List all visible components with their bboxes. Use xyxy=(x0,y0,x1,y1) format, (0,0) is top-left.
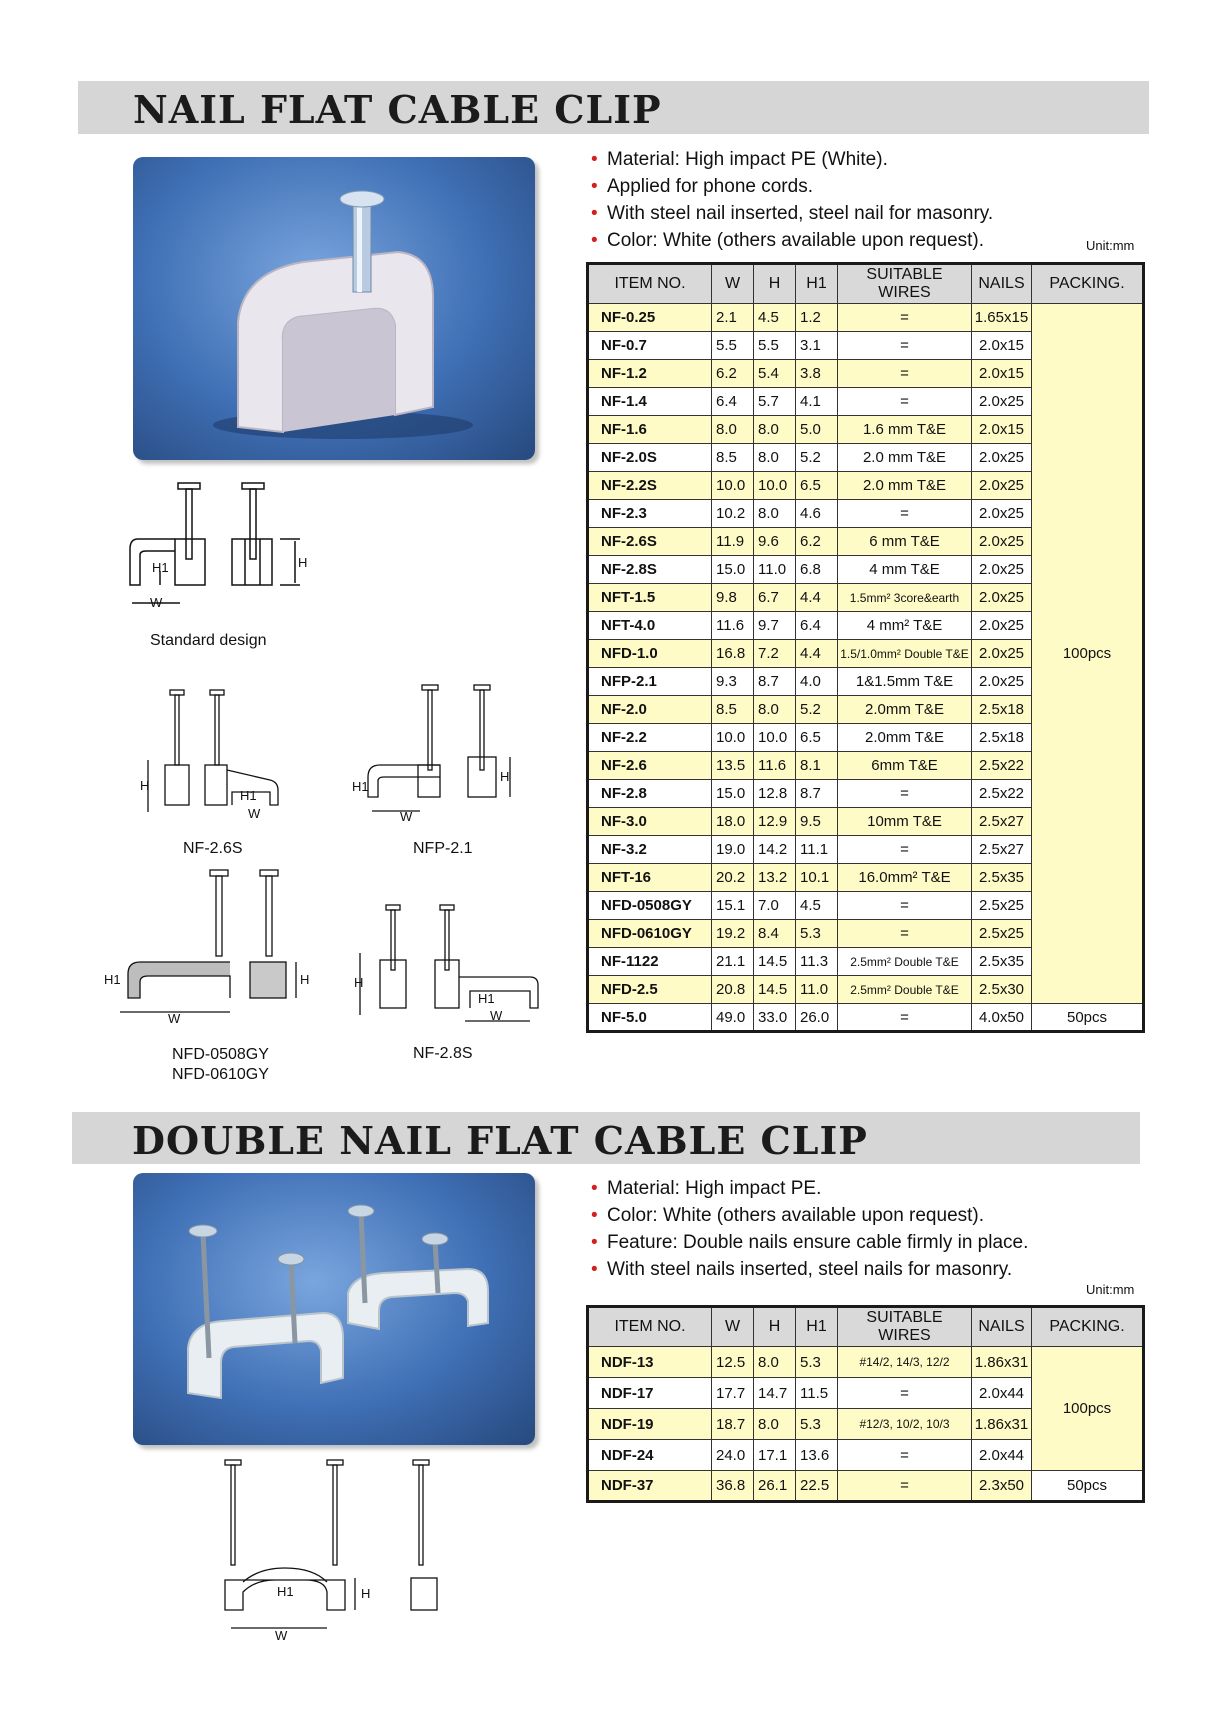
cell-h1: 5.3 xyxy=(796,1409,838,1440)
cell-suitable-wires: 10mm T&E xyxy=(838,808,972,836)
cell-h: 12.8 xyxy=(754,780,796,808)
standard-design-diagram xyxy=(120,475,340,615)
feature-item: • Material: High impact PE (White). xyxy=(591,146,993,173)
cell-item-no: NF-5.0 xyxy=(588,1004,712,1032)
caption-nfp21: NFP-2.1 xyxy=(413,840,473,857)
cell-suitable-wires: 4 mm T&E xyxy=(838,556,972,584)
cell-h: 5.7 xyxy=(754,388,796,416)
cell-h: 14.5 xyxy=(754,948,796,976)
cell-item-no: NDF-19 xyxy=(588,1409,712,1440)
caption-nfd xyxy=(172,1045,269,1085)
cell-h: 8.7 xyxy=(754,668,796,696)
cell-suitable-wires: 6mm T&E xyxy=(838,752,972,780)
cell-w: 8.5 xyxy=(712,696,754,724)
section1-features xyxy=(591,146,993,254)
cell-w: 11.9 xyxy=(712,528,754,556)
cell-h1: 6.2 xyxy=(796,528,838,556)
cell-w: 49.0 xyxy=(712,1004,754,1032)
cell-h1: 6.5 xyxy=(796,472,838,500)
cell-h1: 4.6 xyxy=(796,500,838,528)
cell-h: 7.0 xyxy=(754,892,796,920)
cell-h: 8.0 xyxy=(754,500,796,528)
col-h: H xyxy=(754,1307,796,1347)
cell-item-no: NF-2.2 xyxy=(588,724,712,752)
cell-h: 12.9 xyxy=(754,808,796,836)
cell-suitable-wires: = xyxy=(838,360,972,388)
cell-nails: 1.65x15 xyxy=(972,304,1032,332)
table-row xyxy=(588,304,1144,332)
cell-w: 12.5 xyxy=(712,1347,754,1378)
cell-item-no: NDF-17 xyxy=(588,1378,712,1409)
cell-suitable-wires: 1&1.5mm T&E xyxy=(838,668,972,696)
feature-item: • Applied for phone cords. xyxy=(591,173,993,200)
cell-h1: 22.5 xyxy=(796,1471,838,1502)
cell-suitable-wires: 2.0mm T&E xyxy=(838,724,972,752)
cell-h: 5.5 xyxy=(754,332,796,360)
cell-item-no: NF-2.0S xyxy=(588,444,712,472)
cell-nails: 2.0x25 xyxy=(972,528,1032,556)
nfp21-diagram xyxy=(350,685,520,825)
nail-clip-spec-table xyxy=(586,262,1145,1033)
cell-w: 10.0 xyxy=(712,724,754,752)
cell-nails: 2.5x30 xyxy=(972,976,1032,1004)
section1-title: NAIL FLAT CABLE CLIP xyxy=(133,87,662,132)
cell-suitable-wires: = xyxy=(838,780,972,808)
cell-h1: 4.0 xyxy=(796,668,838,696)
product-photo-double-nail-clip xyxy=(133,1173,535,1445)
cell-item-no: NDF-37 xyxy=(588,1471,712,1502)
cell-nails: 2.5x22 xyxy=(972,752,1032,780)
cell-suitable-wires: = xyxy=(838,1471,972,1502)
cell-w: 8.0 xyxy=(712,416,754,444)
cell-h1: 5.2 xyxy=(796,696,838,724)
cell-w: 24.0 xyxy=(712,1440,754,1471)
dim-w: W xyxy=(400,809,413,824)
cell-h1: 26.0 xyxy=(796,1004,838,1032)
col-suitable-wires: SUITABLE WIRES xyxy=(838,1307,972,1347)
cell-h1: 5.3 xyxy=(796,920,838,948)
cell-item-no: NFT-16 xyxy=(588,864,712,892)
cell-nails: 2.5x18 xyxy=(972,696,1032,724)
cell-suitable-wires: = xyxy=(838,1004,972,1032)
cell-nails: 1.86x31 xyxy=(972,1409,1032,1440)
cell-item-no: NF-1.4 xyxy=(588,388,712,416)
cell-item-no: NF-3.2 xyxy=(588,836,712,864)
cell-item-no: NF-0.7 xyxy=(588,332,712,360)
cell-nails: 2.0x25 xyxy=(972,500,1032,528)
cell-suitable-wires: 4 mm² T&E xyxy=(838,612,972,640)
table-header-row xyxy=(588,264,1144,304)
cell-suitable-wires: 2.5mm² Double T&E xyxy=(838,976,972,1004)
nf28s-diagram xyxy=(350,905,550,1035)
cell-item-no: NDF-24 xyxy=(588,1440,712,1471)
cell-h1: 4.4 xyxy=(796,584,838,612)
section1-banner xyxy=(78,81,1149,134)
nfd-diagram xyxy=(100,870,320,1030)
cell-item-no: NF-3.0 xyxy=(588,808,712,836)
cell-h: 9.7 xyxy=(754,612,796,640)
dim-h1: H1 xyxy=(352,779,369,794)
double-nail-clip-spec-table xyxy=(586,1305,1145,1503)
cell-item-no: NF-0.25 xyxy=(588,304,712,332)
cell-nails: 2.5x35 xyxy=(972,864,1032,892)
cell-w: 13.5 xyxy=(712,752,754,780)
feature-item: • With steel nails inserted, steel nails for masonry. xyxy=(591,1256,1028,1283)
col-nails: NAILS xyxy=(972,1307,1032,1347)
cell-h1: 3.8 xyxy=(796,360,838,388)
cell-nails: 2.0x25 xyxy=(972,584,1032,612)
dim-h1: H1 xyxy=(240,788,257,803)
cell-nails: 2.5x22 xyxy=(972,780,1032,808)
cell-h: 14.2 xyxy=(754,836,796,864)
clip-illustration xyxy=(133,157,535,460)
cell-nails: 2.0x25 xyxy=(972,444,1032,472)
table-header-row xyxy=(588,1307,1144,1347)
cell-item-no: NFT-1.5 xyxy=(588,584,712,612)
cell-h1: 6.5 xyxy=(796,724,838,752)
dim-h: H xyxy=(300,972,310,987)
cell-nails: 2.5x35 xyxy=(972,948,1032,976)
cell-nails: 2.0x25 xyxy=(972,556,1032,584)
table-row xyxy=(588,1471,1144,1502)
cell-w: 17.7 xyxy=(712,1378,754,1409)
cell-w: 6.4 xyxy=(712,388,754,416)
cell-h1: 13.6 xyxy=(796,1440,838,1471)
dim-h: H xyxy=(354,975,364,990)
cell-suitable-wires: #14/2, 14/3, 12/2 xyxy=(838,1347,972,1378)
cell-h: 10.0 xyxy=(754,724,796,752)
caption-nfd-0508: NFD-0508GY xyxy=(172,1046,269,1063)
caption-nf26s: NF-2.6S xyxy=(183,840,243,857)
cell-h: 8.4 xyxy=(754,920,796,948)
cell-w: 15.0 xyxy=(712,780,754,808)
cell-suitable-wires: 1.6 mm T&E xyxy=(838,416,972,444)
double-nail-diagram xyxy=(215,1460,455,1643)
cell-suitable-wires: = xyxy=(838,332,972,360)
cell-nails: 2.3x50 xyxy=(972,1471,1032,1502)
col-h1: H1 xyxy=(796,264,838,304)
col-nails: NAILS xyxy=(972,264,1032,304)
cell-h: 10.0 xyxy=(754,472,796,500)
table-row xyxy=(588,1004,1144,1032)
cell-nails: 2.0x15 xyxy=(972,360,1032,388)
col-item-no: ITEM NO. xyxy=(588,1307,712,1347)
cell-item-no: NF-2.8 xyxy=(588,780,712,808)
cell-h1: 11.0 xyxy=(796,976,838,1004)
cell-nails: 1.86x31 xyxy=(972,1347,1032,1378)
cell-w: 20.8 xyxy=(712,976,754,1004)
caption-nf28s: NF-2.8S xyxy=(413,1045,473,1062)
cell-h: 14.7 xyxy=(754,1378,796,1409)
cell-nails: 2.0x25 xyxy=(972,668,1032,696)
cell-h: 13.2 xyxy=(754,864,796,892)
cell-h: 6.7 xyxy=(754,584,796,612)
cell-h1: 11.5 xyxy=(796,1378,838,1409)
cell-item-no: NF-2.3 xyxy=(588,500,712,528)
cell-item-no: NF-2.6 xyxy=(588,752,712,780)
cell-h1: 11.1 xyxy=(796,836,838,864)
cell-w: 18.7 xyxy=(712,1409,754,1440)
cell-item-no: NFP-2.1 xyxy=(588,668,712,696)
dim-h1: H1 xyxy=(104,972,121,987)
dim-w: W xyxy=(248,806,261,821)
cell-h: 4.5 xyxy=(754,304,796,332)
cell-h1: 1.2 xyxy=(796,304,838,332)
col-packing: PACKING. xyxy=(1032,1307,1144,1347)
section2-banner xyxy=(72,1112,1140,1164)
cell-w: 36.8 xyxy=(712,1471,754,1502)
cell-h: 9.6 xyxy=(754,528,796,556)
cell-suitable-wires: 2.5mm² Double T&E xyxy=(838,948,972,976)
cell-h1: 4.4 xyxy=(796,640,838,668)
product-photo-nail-clip xyxy=(133,157,535,460)
cell-h: 11.6 xyxy=(754,752,796,780)
cell-h1: 5.0 xyxy=(796,416,838,444)
dim-h: H xyxy=(298,555,308,570)
section2-features xyxy=(591,1175,1028,1283)
dim-h1: H1 xyxy=(277,1584,294,1599)
double-clip-illustration xyxy=(133,1173,535,1445)
feature-item: • Color: White (others available upon request). xyxy=(591,227,993,254)
cell-item-no: NF-1122 xyxy=(588,948,712,976)
col-w: W xyxy=(712,264,754,304)
cell-packing: 100pcs xyxy=(1032,304,1144,1004)
cell-suitable-wires: = xyxy=(838,1378,972,1409)
cell-nails: 2.0x25 xyxy=(972,640,1032,668)
cell-h: 26.1 xyxy=(754,1471,796,1502)
cell-w: 6.2 xyxy=(712,360,754,388)
cell-nails: 4.0x50 xyxy=(972,1004,1032,1032)
cell-w: 11.6 xyxy=(712,612,754,640)
cell-h: 7.2 xyxy=(754,640,796,668)
caption-standard-design: Standard design xyxy=(150,632,267,649)
dim-h: H xyxy=(500,769,510,784)
cell-h: 14.5 xyxy=(754,976,796,1004)
cell-w: 19.0 xyxy=(712,836,754,864)
cell-h: 8.0 xyxy=(754,1409,796,1440)
cell-h1: 8.7 xyxy=(796,780,838,808)
section1-unit: Unit:mm xyxy=(1086,238,1135,253)
feature-item: • Color: White (others available upon request). xyxy=(591,1202,1028,1229)
cell-suitable-wires: = xyxy=(838,388,972,416)
col-item-no: ITEM NO. xyxy=(588,264,712,304)
cell-h: 33.0 xyxy=(754,1004,796,1032)
cell-w: 20.2 xyxy=(712,864,754,892)
cell-h1: 5.3 xyxy=(796,1347,838,1378)
cell-item-no: NFD-2.5 xyxy=(588,976,712,1004)
cell-w: 9.8 xyxy=(712,584,754,612)
cell-packing: 50pcs xyxy=(1032,1004,1144,1032)
col-packing: PACKING. xyxy=(1032,264,1144,304)
cell-w: 19.2 xyxy=(712,920,754,948)
cell-h: 5.4 xyxy=(754,360,796,388)
cell-h1: 3.1 xyxy=(796,332,838,360)
cell-nails: 2.5x27 xyxy=(972,808,1032,836)
cell-suitable-wires: = xyxy=(838,500,972,528)
cell-packing: 50pcs xyxy=(1032,1471,1144,1502)
cell-suitable-wires: = xyxy=(838,892,972,920)
section2-unit: Unit:mm xyxy=(1086,1282,1135,1297)
dim-w: W xyxy=(168,1011,181,1026)
cell-nails: 2.0x25 xyxy=(972,388,1032,416)
cell-item-no: NFT-4.0 xyxy=(588,612,712,640)
cell-nails: 2.0x44 xyxy=(972,1440,1032,1471)
cell-item-no: NFD-0508GY xyxy=(588,892,712,920)
cell-w: 9.3 xyxy=(712,668,754,696)
cell-w: 10.0 xyxy=(712,472,754,500)
feature-item: • Feature: Double nails ensure cable firmly in place. xyxy=(591,1229,1028,1256)
col-w: W xyxy=(712,1307,754,1347)
cell-suitable-wires: = xyxy=(838,1440,972,1471)
cell-packing: 100pcs xyxy=(1032,1347,1144,1471)
cell-item-no: NFD-0610GY xyxy=(588,920,712,948)
cell-nails: 2.0x44 xyxy=(972,1378,1032,1409)
cell-suitable-wires: #12/3, 10/2, 10/3 xyxy=(838,1409,972,1440)
cell-w: 21.1 xyxy=(712,948,754,976)
cell-w: 2.1 xyxy=(712,304,754,332)
cell-w: 15.1 xyxy=(712,892,754,920)
col-h: H xyxy=(754,264,796,304)
col-h1: H1 xyxy=(796,1307,838,1347)
cell-item-no: NF-2.2S xyxy=(588,472,712,500)
cell-suitable-wires: = xyxy=(838,920,972,948)
cell-item-no: NF-2.6S xyxy=(588,528,712,556)
cell-nails: 2.5x27 xyxy=(972,836,1032,864)
dim-w: W xyxy=(150,595,163,610)
cell-item-no: NF-2.8S xyxy=(588,556,712,584)
dim-h1: H1 xyxy=(152,560,169,575)
cell-item-no: NF-1.2 xyxy=(588,360,712,388)
cell-item-no: NDF-13 xyxy=(588,1347,712,1378)
cell-suitable-wires: 2.0 mm T&E xyxy=(838,472,972,500)
cell-h1: 4.1 xyxy=(796,388,838,416)
cell-h: 8.0 xyxy=(754,444,796,472)
feature-item: • Material: High impact PE. xyxy=(591,1175,1028,1202)
dim-w: W xyxy=(275,1628,288,1643)
cell-item-no: NF-1.6 xyxy=(588,416,712,444)
cell-nails: 2.0x25 xyxy=(972,472,1032,500)
cell-nails: 2.5x25 xyxy=(972,920,1032,948)
cell-suitable-wires: 6 mm T&E xyxy=(838,528,972,556)
cell-w: 16.8 xyxy=(712,640,754,668)
dim-h: H xyxy=(140,778,150,793)
caption-nfd-0610: NFD-0610GY xyxy=(172,1066,269,1083)
col-suitable-wires: SUITABLE WIRES xyxy=(838,264,972,304)
cell-w: 10.2 xyxy=(712,500,754,528)
cell-w: 18.0 xyxy=(712,808,754,836)
cell-suitable-wires: 2.0mm T&E xyxy=(838,696,972,724)
cell-h1: 6.8 xyxy=(796,556,838,584)
cell-h: 8.0 xyxy=(754,696,796,724)
table-row xyxy=(588,1347,1144,1378)
cell-h1: 9.5 xyxy=(796,808,838,836)
cell-w: 15.0 xyxy=(712,556,754,584)
cell-h1: 11.3 xyxy=(796,948,838,976)
cell-h1: 10.1 xyxy=(796,864,838,892)
dim-w: W xyxy=(490,1008,503,1023)
cell-nails: 2.0x25 xyxy=(972,612,1032,640)
cell-nails: 2.0x15 xyxy=(972,416,1032,444)
cell-h: 11.0 xyxy=(754,556,796,584)
section2-title: DOUBLE NAIL FLAT CABLE CLIP xyxy=(132,1118,868,1163)
cell-h1: 4.5 xyxy=(796,892,838,920)
cell-nails: 2.5x18 xyxy=(972,724,1032,752)
cell-h1: 5.2 xyxy=(796,444,838,472)
cell-h: 17.1 xyxy=(754,1440,796,1471)
cell-h: 8.0 xyxy=(754,1347,796,1378)
cell-nails: 2.5x25 xyxy=(972,892,1032,920)
cell-suitable-wires: 1.5/1.0mm² Double T&E xyxy=(838,640,972,668)
dim-h1: H1 xyxy=(478,991,495,1006)
dim-h: H xyxy=(361,1586,371,1601)
cell-nails: 2.0x15 xyxy=(972,332,1032,360)
cell-item-no: NF-2.0 xyxy=(588,696,712,724)
nf26s-diagram xyxy=(140,690,300,820)
cell-suitable-wires: 2.0 mm T&E xyxy=(838,444,972,472)
cell-w: 8.5 xyxy=(712,444,754,472)
feature-item: • With steel nail inserted, steel nail for masonry. xyxy=(591,200,993,227)
cell-suitable-wires: = xyxy=(838,836,972,864)
cell-h1: 8.1 xyxy=(796,752,838,780)
cell-item-no: NFD-1.0 xyxy=(588,640,712,668)
cell-w: 5.5 xyxy=(712,332,754,360)
cell-suitable-wires: 1.5mm² 3core&earth xyxy=(838,584,972,612)
cell-h1: 6.4 xyxy=(796,612,838,640)
cell-h: 8.0 xyxy=(754,416,796,444)
cell-suitable-wires: = xyxy=(838,304,972,332)
cell-suitable-wires: 16.0mm² T&E xyxy=(838,864,972,892)
